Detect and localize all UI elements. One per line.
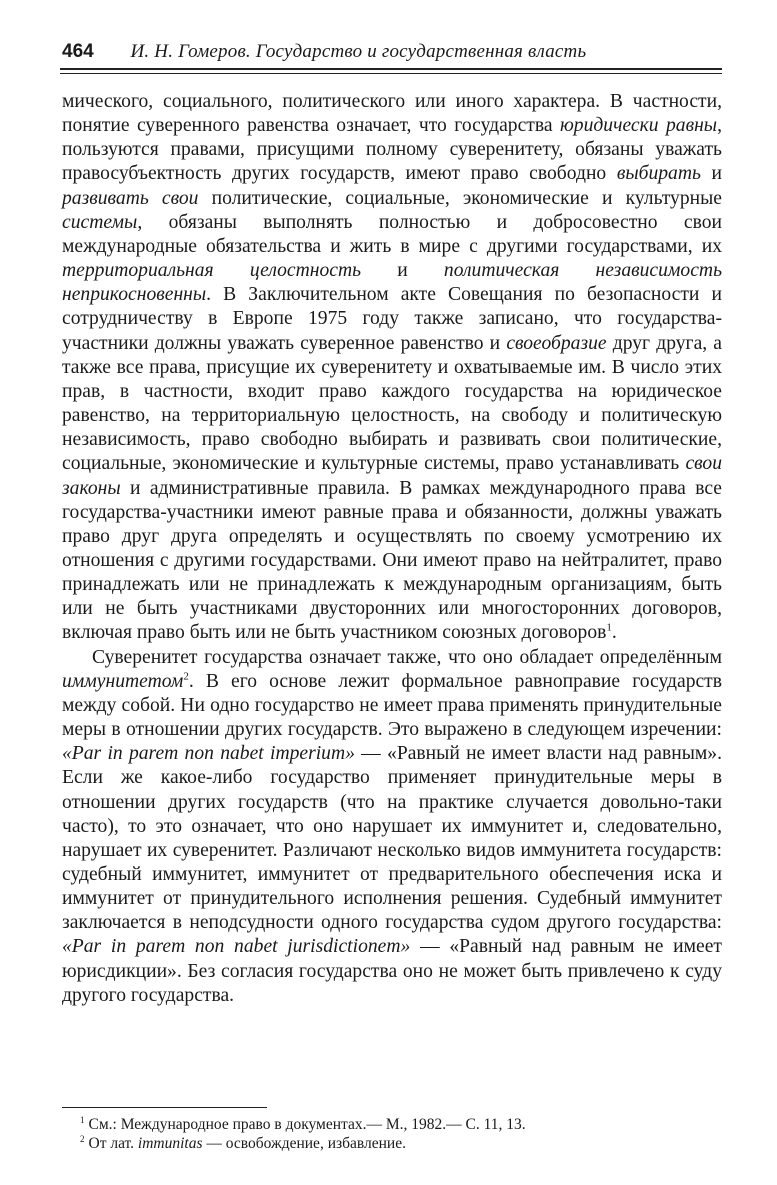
latin-maxim: «Par in parem non nabet imperium» xyxy=(62,743,355,765)
italic-term: свои законы xyxy=(62,453,722,499)
text-run: — «Равный над равным не имеет юрисдикции». Без согласия государства оно не может быть привлечено к суду другого государства. xyxy=(62,936,722,1006)
text-run: — «Равный не имеет власти над равным». Если же какое-либо государство применяет принудительные меры в отношении других государств (что на практике случается довольно-таки часто), то это означает, что оно нарушает их иммунитет и, следовательно, нарушает их суверенитет. Различают несколько видов иммунитета государств: судебный иммунитет, иммунитет от предварительного обеспечения иска и иммунитет от принудительного исполнения решения. Судебный иммунитет заключается в неподсудности одного государства судом другого государства: xyxy=(62,743,722,934)
footnote-separator xyxy=(62,1107,267,1108)
footnote-text: От лат. xyxy=(88,1135,138,1152)
text-run: и xyxy=(700,163,722,185)
paragraph-2 xyxy=(62,646,722,1008)
footnote-text: См.: Международное право в документах.— М., 1982.— С. 11, 13. xyxy=(88,1116,526,1133)
italic-term: системы xyxy=(62,211,138,233)
running-title: И. Н. Гомеров. Государство и государственная власть xyxy=(130,41,587,62)
footnote-mark: 1 xyxy=(80,1114,85,1125)
text-run: друг друга, а также все права, присущие их суверенитету и охватываемые им. В число этих прав, в частности, входит право каждого государства на юридическое равенство, на территориальную целостность, на свободу и политическую независимость, право свободно выбирать и развивать свои политические, социальные, экономические и культурные системы, право устанавливать xyxy=(62,332,722,475)
italic-term: иммунитетом xyxy=(62,670,184,692)
footnote-2 xyxy=(80,1134,720,1153)
text-run: . xyxy=(611,622,617,644)
footnote-italic-term: immunitas xyxy=(137,1135,203,1152)
text-run: . В его основе лежит формальное равноправие государств между собой. Ни одно государство не имеет права применять принудительные меры в отношении других государств. Это выражено в следующем изречении: xyxy=(62,670,722,741)
text-run: и xyxy=(361,260,444,282)
text-run: политические, социальные, экономические и культурные xyxy=(198,187,723,209)
header-rule-thick xyxy=(60,68,722,70)
footnote-mark: 2 xyxy=(80,1133,85,1144)
paragraph-1 xyxy=(62,90,722,646)
page-header xyxy=(62,40,722,64)
italic-term: юридически равны xyxy=(559,115,718,137)
text-run: . В Заключительном акте Совещания по безопасности и сотрудничеству в Европе 1975 году также записано, что государства-участники должны уважать суверенное равенство и xyxy=(62,284,722,354)
italic-term: территориальная целостность xyxy=(62,260,362,282)
main-text xyxy=(62,90,722,1008)
text-run: мического, социального, политического или иного характера. В частности, понятие суверенного равенства означает, что государства xyxy=(62,91,722,137)
footnote-1 xyxy=(80,1115,720,1134)
text-run: Суверенитет государства означает также, что оно обладает определённым xyxy=(92,646,722,668)
italic-term: своеобразие xyxy=(506,332,607,354)
footnote-ref-2: 2 xyxy=(183,670,189,683)
italic-term: политическая независимость неприкосновенны xyxy=(62,260,722,306)
footnote-ref-1: 1 xyxy=(606,621,612,634)
italic-term: выбирать xyxy=(616,163,701,185)
header-rule-thin xyxy=(60,73,722,74)
italic-term: развивать свои xyxy=(62,187,199,209)
latin-maxim: «Par in parem non nabet jurisdictionem» xyxy=(62,936,411,958)
text-run: , пользуются правами, присущими полному суверенитету, обязаны уважать правосубъектность других государств, имеют право свободно xyxy=(62,115,722,185)
text-run: и административные правила. В рамках международного права все государства-участники имеют равные права и обязанности, должны уважать право друг друга определять и осуществлять по своему усмотрению их отношения с другими государствами. Они имеют право на нейтралитет, право принадлежать или не принадлежать к международным организациям, быть или не быть участниками двусторонних или многосторонних договоров, включая право быть или не быть участником союзных договоров xyxy=(62,477,722,644)
page-number: 464 xyxy=(62,41,94,62)
footnotes xyxy=(80,1115,720,1153)
footnote-text: — освобождение, избавление. xyxy=(202,1135,406,1152)
text-run: , обязаны выполнять полностью и добросовестно свои международные обязательства и жить в мире с другими государствами, их xyxy=(62,211,722,257)
